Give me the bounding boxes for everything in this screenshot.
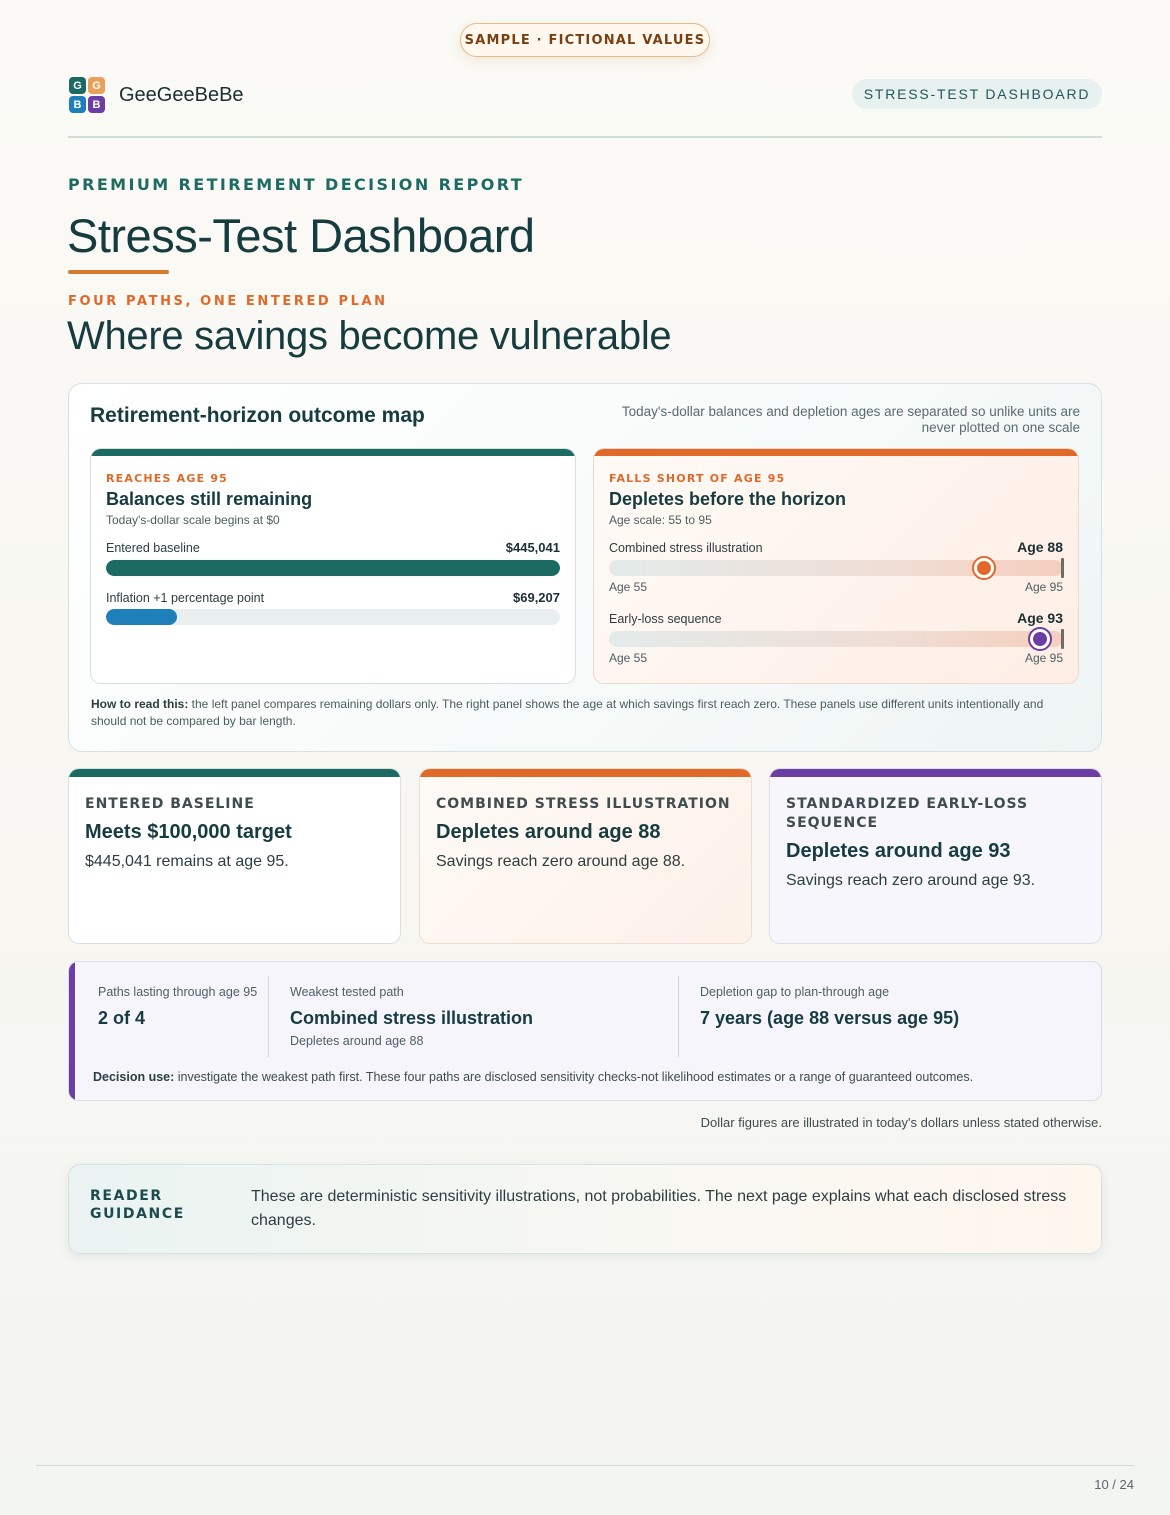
reader-guidance [68, 1164, 1102, 1254]
panel-accent-strip [91, 449, 575, 456]
balance-row-value: $69,207 [513, 590, 560, 605]
decision-summary [68, 961, 1102, 1101]
age-scale-track [609, 631, 1063, 647]
page-number: 10 / 24 [1094, 1477, 1134, 1492]
summary-paths-label: Paths lasting through age 95 [98, 985, 258, 999]
tile-detail: Savings reach zero around age 88. [436, 853, 686, 870]
brand [69, 77, 244, 113]
balances-panel [90, 448, 576, 684]
age-scale-start: Age 55 [609, 580, 648, 594]
depletion-row-label: Early-loss sequence [609, 612, 722, 626]
tile-detail: $445,041 remains at age 95. [85, 853, 289, 870]
age-scale-end: Age 95 [1024, 651, 1063, 665]
balance-row-label: Entered baseline [106, 541, 200, 555]
summary-weakest-label: Weakest tested path [290, 985, 404, 999]
summary-gap-label: Depletion gap to plan-through age [700, 985, 890, 999]
sample-banner: SAMPLE · FICTIONAL VALUES [460, 23, 710, 57]
summary-divider [678, 976, 679, 1057]
depletion-panel [593, 448, 1079, 684]
panel-kicker: FALLS SHORT OF AGE 95 [609, 472, 786, 485]
tile-accent-strip [420, 769, 751, 777]
guidance-label: READER GUIDANCE [90, 1188, 185, 1222]
logo-letter: G [88, 77, 105, 94]
section-pill: STRESS-TEST DASHBOARD [852, 79, 1102, 109]
title-accent-bar [68, 270, 169, 274]
header-divider [68, 136, 1102, 138]
age-scale-track [609, 560, 1063, 576]
panel-title: Balances still remaining [106, 489, 313, 509]
outcome-map-title: Retirement-horizon outcome map [90, 404, 425, 427]
summary-paths-value: 2 of 4 [98, 1008, 146, 1028]
panel-accent-strip [594, 449, 1078, 456]
section-kicker: FOUR PATHS, ONE ENTERED PLAN [68, 294, 388, 309]
panel-title: Depletes before the horizon [609, 489, 847, 509]
balance-bar-track [106, 609, 560, 625]
balance-bar-fill [106, 560, 560, 576]
tile-kicker: COMBINED STRESS ILLUSTRATION [436, 796, 731, 812]
tile-detail: Savings reach zero around age 93. [786, 872, 1036, 889]
tile-accent-strip [770, 769, 1101, 777]
depletion-age-marker [972, 556, 996, 580]
tile-headline: Depletes around age 88 [436, 821, 661, 843]
depletion-row-age: Age 93 [1017, 610, 1063, 626]
logo-letter: G [69, 77, 86, 94]
section-heading: Where savings become vulnerable [67, 314, 672, 358]
outcome-map-card [68, 383, 1102, 752]
guidance-text: These are deterministic sensitivity illustrations, not probabilities. The next page explains what each disclosed stress changes. [251, 1188, 1067, 1229]
outcome-map-note: Today's-dollar balances and depletion ages are separated so unlike units are never plotted on one scale [621, 404, 1080, 435]
scenario-tile-baseline [68, 768, 401, 944]
scenario-tile-combined-stress [419, 768, 752, 944]
tile-kicker: ENTERED BASELINE [85, 796, 255, 812]
decision-use-label: Decision use: [93, 1070, 175, 1084]
depletion-row-label: Combined stress illustration [609, 541, 763, 555]
summary-weakest-detail: Depletes around age 88 [290, 1034, 424, 1048]
panel-subtitle: Age scale: 55 to 95 [609, 513, 712, 527]
balance-bar-fill [106, 609, 177, 625]
footnote-label: How to read this: [91, 697, 189, 711]
panel-subtitle: Today's-dollar scale begins at $0 [106, 513, 280, 527]
depletion-row-age: Age 88 [1017, 539, 1063, 555]
summary-accent-bar [69, 962, 75, 1100]
balance-bar-track [106, 560, 560, 576]
scenario-tile-early-loss [769, 768, 1102, 944]
decision-use-text: investigate the weakest path first. These four paths are disclosed sensitivity checks-not likelihood estimates or a range of guaranteed outcomes. [174, 1070, 974, 1084]
age-scale-end: Age 95 [1024, 580, 1063, 594]
outcome-map-footnote [91, 696, 1081, 730]
page-title: Stress-Test Dashboard [67, 209, 535, 262]
summary-footnote [93, 1070, 973, 1084]
panel-kicker: REACHES AGE 95 [106, 472, 229, 485]
report-eyebrow: PREMIUM RETIREMENT DECISION REPORT [68, 175, 525, 194]
logo-letter: B [69, 96, 86, 113]
brand-name: GeeGeeBeBe [119, 83, 244, 106]
footer-divider [36, 1465, 1134, 1466]
horizon-tick [1061, 558, 1064, 578]
brand-logo-icon [69, 77, 105, 113]
depletion-age-marker [1028, 627, 1052, 651]
balance-row-value: $445,041 [505, 540, 560, 555]
dollar-note: Dollar figures are illustrated in today's dollars unless stated otherwise. [700, 1115, 1102, 1130]
summary-gap-value: 7 years (age 88 versus age 95) [700, 1008, 960, 1028]
summary-divider [268, 976, 269, 1057]
balance-row-label: Inflation +1 percentage point [106, 591, 265, 605]
tile-kicker: STANDARDIZED EARLY-LOSS SEQUENCE [786, 796, 1029, 831]
logo-letter: B [88, 96, 105, 113]
tile-accent-strip [69, 769, 400, 777]
horizon-tick [1061, 629, 1064, 649]
footnote-text: the left panel compares remaining dollars only. The right panel shows the age at which savings first reach zero. These panels use different units intentionally and should not be compared by bar length. [91, 697, 1044, 728]
summary-weakest-value: Combined stress illustration [290, 1008, 534, 1028]
tile-headline: Depletes around age 93 [786, 840, 1011, 862]
tile-headline: Meets $100,000 target [85, 821, 292, 843]
age-scale-start: Age 55 [609, 651, 648, 665]
